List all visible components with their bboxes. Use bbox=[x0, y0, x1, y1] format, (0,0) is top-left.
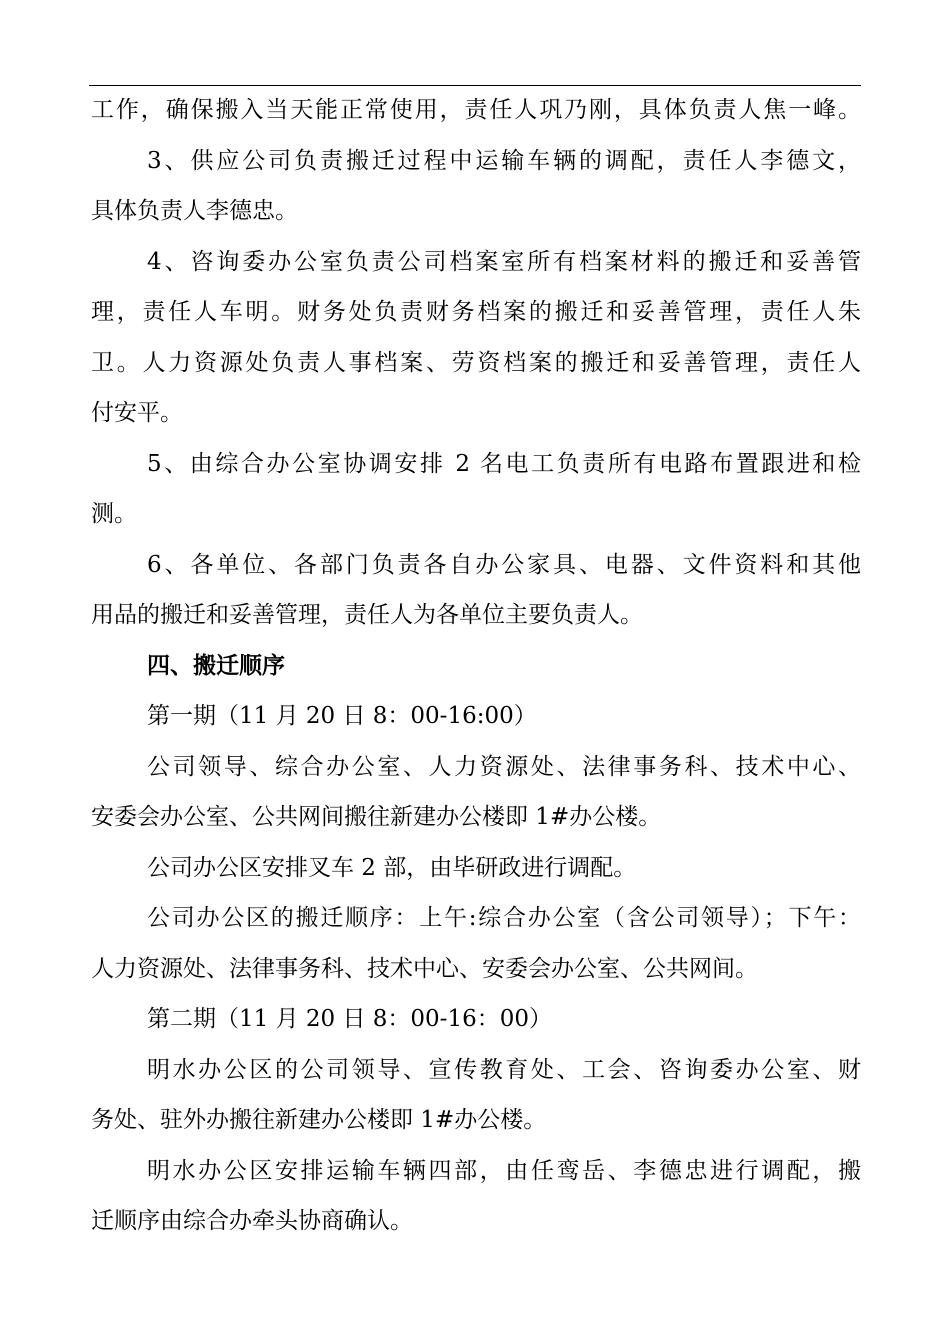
phase-title: 第一期（11 月 20 日 8：00-16:00） bbox=[147, 703, 537, 729]
text-line: 公司领导、综合办公室、人力资源处、法律事务科、技术中心、 bbox=[147, 753, 861, 780]
text-line: 人力资源处、法律事务科、技术中心、安委会办公室、公共网间。 bbox=[91, 955, 758, 982]
text-line: 4、咨询委办公室负责公司档案室所有档案材料的搬迁和妥善管 bbox=[147, 248, 861, 275]
text-line: 务处、驻外办搬往新建办公楼即 1#办公楼。 bbox=[91, 1107, 547, 1133]
phase-title: 第二期（11 月 20 日 8：00-16：00） bbox=[147, 1006, 552, 1032]
text-line: 迁顺序由综合办牵头协商确认。 bbox=[91, 1208, 413, 1234]
text-line: 公司办公区安排叉车 2 部，由毕研政进行调配。 bbox=[147, 854, 637, 881]
text-line: 明水办公区的公司领导、宣传教育处、工会、咨询委办公室、财 bbox=[147, 1056, 861, 1083]
text-line: 工作，确保搬入当天能正常使用，责任人巩乃刚，具体负责人焦一峰。 bbox=[91, 97, 861, 123]
text-line: 卫。人力资源处负责人事档案、劳资档案的搬迁和妥善管理，责任人 bbox=[91, 349, 861, 376]
text-line: 6、各单位、各部门负责各自办公家具、电器、文件资料和其他 bbox=[147, 551, 861, 578]
text-line: 3、供应公司负责搬迁过程中运输车辆的调配，责任人李德文， bbox=[147, 147, 861, 174]
text-line: 付安平。 bbox=[91, 400, 183, 426]
text-line: 用品的搬迁和妥善管理，责任人为各单位主要负责人。 bbox=[91, 602, 643, 628]
text-line: 公司办公区的搬迁顺序：上午:综合办公室（含公司领导）；下午： bbox=[147, 905, 861, 931]
text-line: 理，责任人车明。财务处负责财务档案的搬迁和妥善管理，责任人朱 bbox=[91, 299, 861, 325]
text-line: 5、由综合办公室协调安排 2 名电工负责所有电路布置跟进和检 bbox=[147, 450, 861, 477]
text-line: 具体负责人李德忠。 bbox=[91, 198, 298, 224]
section-heading: 四、搬迁顺序 bbox=[147, 651, 285, 679]
text-line: 明水办公区安排运输车辆四部，由任鸾岳、李德忠进行调配，搬 bbox=[147, 1157, 861, 1184]
document-body bbox=[91, 85, 861, 1247]
text-line: 安委会办公室、公共网间搬往新建办公楼即 1#办公楼。 bbox=[91, 804, 662, 830]
text-line: 测。 bbox=[91, 501, 137, 527]
